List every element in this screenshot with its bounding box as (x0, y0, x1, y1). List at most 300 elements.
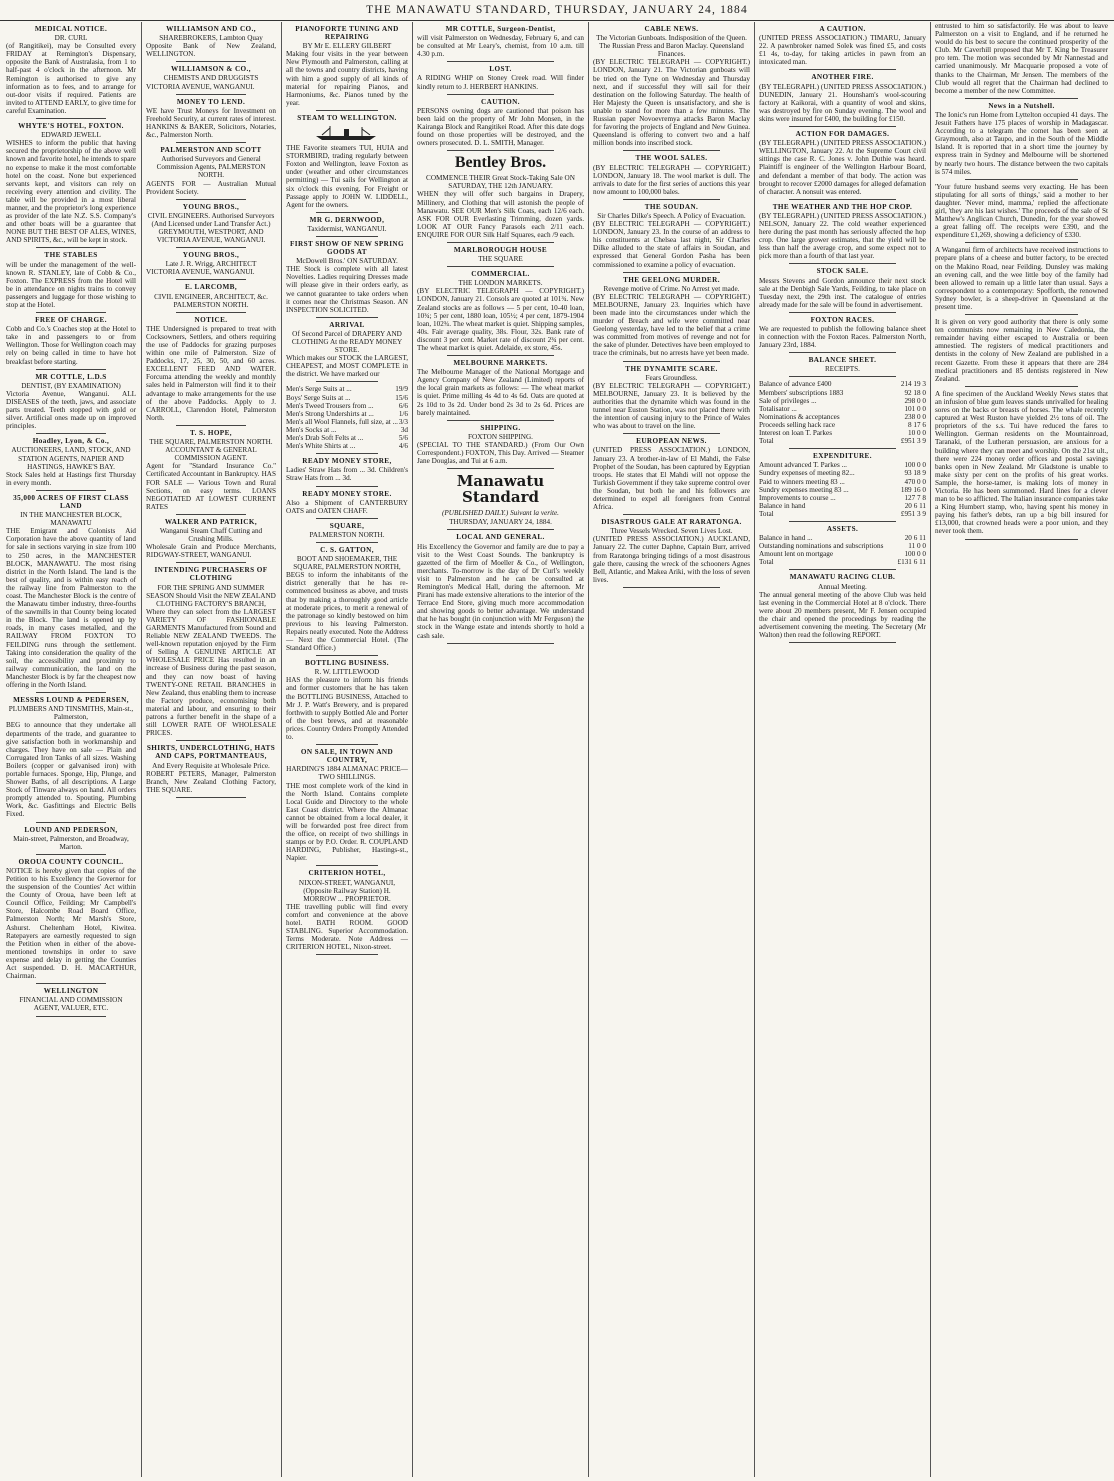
article-heading: THE STABLES (44, 251, 98, 260)
ledger-label: Boys' Serge Suits at ... (286, 393, 351, 402)
article-heading: YOUNG BROS., (182, 202, 240, 211)
ledger-amount: 11 0 0 (908, 542, 926, 551)
article-lead: EDWARD JEWELL (41, 131, 101, 140)
article-item (286, 522, 408, 543)
ledger-row (286, 394, 408, 402)
article-lead: Taxidermist, WANGANUI. (307, 224, 387, 233)
article-heading: MARLBOROUGH HOUSE (453, 245, 548, 254)
article-body: Cobb and Co.'s Coaches stop at the Hotel to take in and passengers to or from Wellington. Those for Wellington coach may rely on being called in time to have hot breakfast before starting. (6, 325, 136, 366)
article-heading: CAUTION. (481, 97, 520, 106)
separator-rule (623, 361, 720, 362)
article-lead: Late J. R. Wrigg, ARCHITECT (165, 260, 257, 269)
article-lead: COMMENCE THEIR Great Stock-Taking Sale ON SATURDAY, THE 12th JANUARY. (426, 174, 575, 191)
ledger-label: Sale of privileges ... (759, 396, 817, 405)
article-item (286, 869, 408, 955)
article-body: (BY ELECTRIC TELEGRAPH — COPYRIGHT.) MELBOURNE, January 23. It is believed by the authorities that the dynamite which was found in the tunnel near Euston Station, was not placed there with the intention of causing injury to the Prince of Wales who was about to travel on the line. (593, 381, 750, 431)
article-heading: ARRIVAL (329, 320, 365, 329)
article-item (759, 130, 926, 200)
separator-rule (36, 1016, 106, 1017)
separator-rule (789, 199, 896, 200)
ledger-label: Men's Strong Undershirts at ... (286, 409, 374, 418)
ledger-amount: 127 7 8 (904, 493, 926, 502)
article-body: It is given on very good authority that there is only some ten communists now remaining in New Caledonia, the remainder having either escaped to Australia or been amnestied. The registers of medical practitioners and dentists in the colony of New Zealand are published in a recent Gazette. From these it appears that there are 284 medical practitioners and 85 dentists registered in New Zealand. (935, 318, 1108, 383)
ledger-amount: 19/9 (395, 385, 408, 394)
ledger-label: Proceeds selling hack race (759, 420, 836, 429)
column-7 (931, 22, 1112, 1477)
article-item (146, 251, 276, 280)
separator-rule (623, 433, 720, 434)
article-item (417, 473, 584, 530)
article-item (759, 316, 926, 353)
article-heading: C. S. GATTON, (320, 545, 374, 554)
ledger-amount: 92 18 0 (904, 388, 926, 397)
article-body: HAS the pleasure to inform his friends and former customers that he has taken the BOTTLING BUSINESS, Attached to Mr J. P. Watt's Brewery, and is prepared forthwith to supply Bottled Ale and Porter of the best brews, and at reasonable prices. Country Orders Promptly Attended to. (286, 676, 408, 742)
article-lead: CIVIL ENGINEERS. Authorised Surveyors (And Licensed under Land Transfer Act.) GREYMOUTH, WESTPORT, AND VICTORIA AVENUE, WANGANUI. (147, 211, 275, 245)
article-body: (BY ELECTRIC TELEGRAPH — COPYRIGHT.) MELBOURNE, January 23. Inquiries which have been made into the circumstances under which the murder of Breach and wife were committed near Geelong yesterday, have led to the belief that a crime was committed from motives of revenge and not for the sake of plunder. Detectives have been employed to trace the criminals, but no arrests have yet been made. (593, 292, 750, 358)
article-lead: CIVIL ENGINEER, ARCHITECT, &c. PALMERSTON NORTH. (154, 292, 268, 309)
advert-banner: Bentley Bros. (454, 154, 547, 172)
article-lead: AUCTIONEERS, LAND, STOCK, AND STATION AGENTS, NAPIER AND HASTINGS, HAWKE'S BAY. (11, 446, 131, 471)
separator-rule (36, 247, 106, 248)
ledger-row (759, 461, 926, 469)
article-heading: DISASTROUS GALE AT RARATONGA. (601, 518, 742, 527)
article-heading: T. S. HOPE, (189, 428, 232, 437)
article-body: Victoria Avenue, Wanganui. ALL DISEASES of the teeth, jaws, and associate parts treated. Teeth stopped with gold or silver. Artificial ones made up on improved principles. (6, 389, 136, 431)
separator-rule (176, 797, 246, 798)
ledger-label: Men's all Wool Flannels, full size, at ... (286, 417, 398, 426)
article-body: (UNITED PRESS ASSOCIATION.) LONDON, January 23. A brother-in-law of El Mahdi, the False Prophet of the Soudan, has been captured by Egyptian troops. He states that El Mahdi will not oppose the Turkish Government if they take supreme control over the Soudan, but both he and his followers are determined to expel all foreigners from Central Africa. (593, 446, 750, 512)
article-heading: THE WEATHER AND THE HOP CROP. (772, 202, 913, 211)
article-item (759, 267, 926, 312)
separator-rule (36, 433, 106, 434)
article-item (935, 183, 1108, 244)
article-heading: FOXTON RACES. (810, 315, 875, 324)
ledger-row (759, 510, 926, 518)
article-heading: STOCK SALE. (816, 267, 869, 276)
ledger-row (759, 478, 926, 486)
article-item (146, 518, 276, 563)
separator-rule (789, 642, 896, 643)
article-heading: EUROPEAN NEWS. (636, 437, 707, 446)
separator-rule (447, 242, 554, 243)
article-body: WE have Trust Moneys for Investment on Freehold Security, at current rates of interest. HANKINS & BAKER, Solicitors, Notaries, &c., Palmerston North. (146, 106, 276, 140)
article-item (146, 744, 276, 798)
article-body: will be under the management of the well-known R. STANLEY, late of Cobb & Co., Foxton. The EXPRESS from the Hotel will be in attendance on nights trains to convey passengers and luggage for those wishing to stop at the Hotel. (6, 260, 136, 309)
ledger-row (759, 421, 926, 429)
separator-rule (447, 61, 554, 62)
article-item (146, 146, 276, 200)
separator-rule (36, 983, 106, 984)
ledger-amount: 8 17 6 (908, 420, 926, 429)
article-item (286, 216, 408, 237)
separator-rule (36, 822, 106, 823)
article-body: (BY TELEGRAPH.) (UNITED PRESS ASSOCIATION.) WELLINGTON, January 22. At the Supreme Court civil sittings the case R. C. Jones v. John Duthie was heard. Plaintiff is engineer of the Wellington Harbour Board, and defendant a member of that body. The action was brought to recover £2000 damages for alleged defamation of character. A nonsuit was entered. (759, 139, 926, 196)
ledger-label: Amount lent on mortgage (759, 550, 834, 559)
article-lead: RECEIPTS. (825, 365, 860, 374)
ledger-amount: 4/6 (398, 442, 408, 451)
ledger-row (759, 413, 926, 421)
article-heading: THE DYNAMITE SCARE. (625, 364, 718, 373)
separator-rule (176, 312, 246, 313)
article-body: A Wanganui firm of architects have received instructions to prepare plans of a cheese and butter factory, to be erected on the Makino Road, near Feilding. Dunsley was making an evening call, and the wee little boy of the family had been allowed to remain up a little later than usual. Says a correspondent to a contemporary: Spofforth, the renowned Sydney bowler, is a sheep-driver in Queensland at the present time. (935, 246, 1108, 311)
article-heading: THE SOUDAN. (644, 202, 699, 211)
article-body: (UNITED PRESS ASSOCIATION.) AUCKLAND, January 22. The cutter Daphne, Captain Burr, arrived from Raratonga bringing tidings of a most disastrous gale there, causing the wreck of the schooners Agnes Bell, Atlantic, and Makea Ariki, with the loss of seven lives. (593, 535, 750, 584)
ledger-amount: 238 0 0 (904, 412, 926, 421)
ledger-amount: £131 6 11 (897, 558, 926, 567)
separator-rule (623, 150, 720, 151)
article-item (593, 365, 750, 435)
article-item (759, 356, 926, 377)
article-item (286, 490, 408, 519)
separator-rule (176, 425, 246, 426)
ledger-row (759, 558, 926, 566)
ledger-row (759, 380, 926, 388)
article-item (593, 518, 750, 588)
article-body: AGENTS FOR — Australian Mutual Provident Society. (146, 179, 276, 196)
separator-rule (789, 312, 896, 313)
article-lead: FOR THE SPRING AND SUMMER SEASON Should Visit the NEW ZEALAND CLOTHING FACTORY'S BRANCH, (146, 583, 276, 608)
article-body: ROBERT PETERS, Manager, Palmerston Branch, New Zealand Clothing Factory, THE SQUARE. (146, 769, 276, 794)
separator-rule (447, 150, 554, 151)
ledger-label: Outstanding nominations and subscriptions (759, 542, 884, 551)
separator-rule (447, 266, 554, 267)
article-lead: BOOT AND SHOEMAKER, THE SQUARE, PALMERSTON NORTH, (293, 555, 401, 572)
article-heading: LOCAL AND GENERAL. (456, 533, 545, 542)
article-item (6, 987, 136, 1016)
ledger-label: Balance in hand (759, 501, 806, 510)
ledger-row (759, 397, 926, 405)
article-body: WHEN they will offer such bargains in Drapery, Millinery, and Clothing that will astonish the people of Manawatu. SEE OUR Men's Silk Coats, each 12/6 each. ASK FOR OUR Everlasting Trimming, dozen yards. LOOK AT OUR Fancy Parasols each 2/11 each. ENQUIRE FOR OUR Silk Half Squares, each /9 each. (417, 190, 584, 239)
ledger-label: Improvements to course ... (759, 493, 836, 502)
article-heading: INTENDING PURCHASERS OF CLOTHING (154, 566, 268, 583)
article-heading: PIANOFORTE TUNING AND REPAIRING (295, 25, 399, 42)
ledger-amount: 1/6 (398, 409, 408, 418)
ledger-row (759, 389, 926, 397)
ledger-label: Men's Drab Soft Felts at ... (286, 434, 364, 443)
separator-rule (316, 453, 378, 454)
article-item (759, 452, 926, 522)
article-item (6, 316, 136, 370)
article-body: THE Stock is complete with all latest Novelties. Ladies requiring Dresses made will please give in their orders early, as we cannot guarantee to take orders when it comes near the Christmas Season. AN INSPECTION SOLICITED. (286, 265, 408, 314)
article-body: (BY ELECTRIC TELEGRAPH — COPYRIGHT.) LONDON, January 18. The wool market is dull. The arrivals to date for the first series of auctions this year now amount to 100,000 bales. (593, 163, 750, 196)
article-item (759, 25, 926, 70)
ledger-amount: 214 19 3 (900, 380, 926, 389)
article-lead: Revenge motive of Crime. No Arrest yet made. (603, 284, 740, 293)
ledger-row (759, 469, 926, 477)
article-heading: Hoadley, Lyon, & Co., (32, 437, 110, 446)
article-body: NOTICE is hereby given that copies of the Petition to his Excellency the Governor for the suspension of the Counties' Act within the County of Oroua, have been left at Council Office, Feilding; Mr Campbell's Store, Halcombe Road Board Office, Palmerston North; Mr Marsh's Store, Ashurst. Cheltenham Hotel, Kiwitea. Ratepayers are earnestly requested to sign the Petition when in either of the above-mentioned townships in order to save expense and delay in getting the Counties Act suspended. D. H. MACARTHUR, Chairman. (6, 866, 136, 981)
article-heading: PALMERSTON AND SCOTT (160, 146, 262, 155)
ledger-label: Sundry expenses of meeting 82... (759, 469, 855, 478)
ledger-row (286, 442, 408, 450)
article-lead: Fears Groundless. (645, 373, 698, 382)
article-item (286, 25, 408, 111)
ledger-label: Men's White Shirts at ... (286, 442, 356, 451)
article-lead: THURSDAY, JANUARY 24, 1884. (449, 518, 552, 527)
separator-rule (36, 490, 106, 491)
article-body: His Excellency the Governor and family are due to pay a visit to the West Coast Sounds. The bankruptcy is gazetted of the firm of Moeller & Co., of Wellington, merchants. To-morrow is the day of Dr Curl's weekly visit to Palmerston and he can be consulted at Remington's Medical Hall, during the afternoon. Mr Pirani has made extensive alterations to the interior of the Terrace End Store, giving much more accommodation and showing goods to better advantage. We understand that he has bought (in conjunction with Mr Ferguson) the stock in the Wange estate and intends shortly to hold a cash sale. (417, 542, 584, 640)
separator-rule (623, 199, 720, 200)
ledger-row (759, 550, 926, 558)
article-heading: SHIPPING. (480, 423, 521, 432)
separator-rule (316, 518, 378, 519)
article-lead: FINANCIAL AND COMMISSION AGENT, VALUER, ETC. (19, 996, 123, 1013)
ledger-row (286, 402, 408, 410)
ledger-row (759, 502, 926, 510)
ledger-amount: 10 0 0 (908, 429, 926, 438)
article-item (935, 102, 1108, 180)
masthead: THE MANAWATU STANDARD, THURSDAY, JANUARY 24, 1884 (0, 0, 1114, 21)
article-heading: E. LARCOMB, (184, 283, 238, 292)
separator-rule (447, 529, 554, 530)
ledger-amount: 20 6 11 (904, 501, 926, 510)
separator-rule (965, 314, 1078, 315)
article-item (286, 385, 408, 454)
article-item (146, 98, 276, 143)
newspaper-nameplate: Manawatu Standard (456, 472, 545, 507)
article-heading: MANAWATU RACING CLUB. (789, 573, 896, 582)
article-body: VICTORIA AVENUE, WANGANUI. (146, 268, 255, 277)
separator-rule (176, 247, 246, 248)
article-body: 'Your future husband seems very exacting. He has been stipulating for all sorts of things,' said a mother to her daughter. 'Never mind, mamma,' replied the affectionate girl, 'they are his last wishes.' The proceeds of the sale of St Matthew's Anglican Church, Dunedin, for the year showed a great falling off. The receipts were £390, and the expenditure £1,269, showing a deficiency of £330. (935, 182, 1108, 240)
article-heading: MESSRS LOUND & PEDERSEN, (13, 696, 129, 705)
article-lead: Three Vessels Wrecked. Seven Lives Lost. (610, 527, 733, 536)
ledger-row (759, 494, 926, 502)
article-body: Agent for "Standard Insurance Co." Certificated Accountant in Bankruptcy. HAS FOR SALE — Various Town and Rural Sections, on easy terms. LOANS NEGOTIATED AT LOWEST CURRENT RATES (146, 462, 276, 511)
article-item (759, 525, 926, 570)
article-item (417, 154, 584, 243)
article-item (286, 240, 408, 318)
article-item (6, 122, 136, 248)
article-heading: MR COTTLE, L.D.S (35, 372, 107, 381)
separator-rule (176, 94, 246, 95)
ledger-row (759, 437, 926, 445)
article-lead: HARDING'S 1884 ALMANAC PRICE—TWO SHILLINGS. (286, 765, 408, 782)
article-heading: SHIRTS, UNDERCLOTHING, HATS AND CAPS, PORTMANTEAUS, (146, 744, 276, 761)
separator-rule (789, 448, 896, 449)
column-3 (282, 22, 412, 1477)
article-item (146, 566, 276, 741)
article-body: Stock Sales held at Hastings first Thursday in every month. (6, 470, 136, 487)
article-heading: THE GEELONG MURDER. (623, 275, 720, 284)
column-1 (2, 22, 140, 1477)
separator-rule (789, 569, 896, 570)
article-item (146, 203, 276, 248)
ledger-amount: 100 0 0 (904, 461, 926, 470)
ledger-label: Nominations & acceptances (759, 412, 840, 421)
article-heading: MEDICAL NOTICE. (34, 25, 108, 33)
article-body: (BY TELEGRAPH.) (UNITED PRESS ASSOCIATION.) DUNEDIN, January 21. Hounsham's wool-scouring factory at Kaikorai, with a quantity of wool and skins, was destroyed by fire on Sunday evening. The wool and skins were insured for £400, the building for £150. (759, 82, 926, 123)
article-item (286, 114, 408, 213)
article-item (286, 546, 408, 656)
separator-rule (176, 199, 246, 200)
separator-rule (965, 98, 1078, 99)
article-body: We are requested to publish the following balance sheet in connection with the Foxton Races. Palmerston North, January 23rd, 1884. (759, 325, 926, 350)
article-body: THE most complete work of the kind in the North Island. Contains complete Local Guide and Directory to the whole East Coast district. Where the Almanac cannot be obtained from a local dealer, it will be forwarded post free direct from the office, on receipt of two shillings in stamps or by P.O. Order. R. COUPLAND HARDING, Publisher, Hastings-st., Napier. (286, 781, 408, 863)
article-lead: THE SQUARE (478, 255, 523, 264)
article-item (6, 251, 136, 313)
separator-rule (36, 118, 106, 119)
separator-rule (316, 542, 378, 543)
article-body: (SPECIAL TO THE STANDARD.) (From Our Own Correspondent.) FOXTON, This Day. Arrived — Steamer Jane Douglas, and Tui at 6 a.m. (417, 440, 584, 466)
separator-rule (447, 355, 554, 356)
article-subheading: (PUBLISHED DAILY.) Suivant la verite. (442, 509, 559, 518)
article-heading: READY MONEY STORE, (302, 457, 392, 466)
article-lead: THE SQUARE, PALMERSTON NORTH. ACCOUNTANT & GENERAL COMMISSION AGENT. (149, 438, 273, 463)
article-item (6, 826, 136, 855)
separator-rule (623, 587, 720, 588)
article-heading: LOST. (489, 65, 512, 74)
article-item (417, 98, 584, 152)
separator-rule (36, 854, 106, 855)
article-lead: McDowell Bros.' ON SATURDAY. (296, 257, 398, 266)
separator-rule (316, 317, 378, 318)
article-lead: Annual Meeting. (818, 582, 867, 591)
article-heading: WILLIAMSON & CO., (171, 65, 251, 74)
separator-rule (623, 272, 720, 273)
article-item (593, 437, 750, 515)
separator-rule (447, 643, 554, 644)
article-heading: LOUND AND PEDERSON, (24, 825, 118, 834)
column-2 (142, 22, 280, 1477)
article-item (286, 659, 408, 745)
separator-rule (789, 376, 896, 377)
article-item (417, 25, 584, 62)
article-heading: NOTICE. (194, 315, 228, 324)
article-lead: PLUMBERS AND TINSMITHS, Main-st., Palmerston, (8, 705, 134, 722)
separator-rule (176, 740, 246, 741)
column-5 (589, 22, 754, 1477)
ledger-label: Sundry expenses meeting 83 ... (759, 485, 849, 494)
ledger-row (286, 434, 408, 442)
ledger-amount: 15/6 (395, 393, 408, 402)
article-heading: FIRST SHOW OF NEW SPRING GOODS AT (290, 239, 404, 257)
ledger-label: Men's Socks at ... (286, 425, 337, 434)
article-body: (BY ELECTRIC TELEGRAPH — COPYRIGHT.) LONDON, January 23. In the course of an address to his constituents at Chelsea last night, Sir Charles Dilke alluded to the state of affairs in Soudan, and expressed that General Gordon Pasha has been commissioned to examine a policy of evacuation. (593, 220, 750, 269)
article-item (286, 321, 408, 383)
separator-rule (447, 420, 554, 421)
article-item (759, 573, 926, 643)
ledger-label: Men's Tweed Trousers from ... (286, 401, 374, 410)
article-heading: STEAM TO WELLINGTON. (297, 113, 397, 122)
ledger-row (286, 426, 408, 434)
article-body: Wholesale Grain and Produce Merchants, RIDGWAY-STREET, WANGANUI. (146, 543, 276, 560)
article-lead: Wanganui Steam Chaff Cutting and Crushing Mills. (159, 526, 263, 544)
ledger-row (286, 410, 408, 418)
article-item (593, 276, 750, 362)
ledger-label: Total (759, 509, 774, 518)
article-heading: BOTTLING BUSINESS. (305, 659, 389, 668)
ledger-label: Members' subscriptions 1883 (759, 388, 844, 397)
article-item (6, 437, 136, 491)
ledger-amount: 298 0 0 (904, 396, 926, 405)
ledger-row (286, 385, 408, 393)
article-body: Making four visits in the year between New Plymouth and Palmerston, calling at all the towns and country districts, having with him a good supply of all kinds of material for repairing Pianos, and Harmoniums, &c. Pianos tuned by the year. (286, 50, 408, 107)
article-heading: MONEY TO LEND. (176, 97, 246, 106)
article-heading: WILLIAMSON AND CO., (166, 25, 256, 33)
separator-rule (789, 521, 896, 522)
separator-rule (447, 468, 554, 469)
ledger-label: Men's Serge Suits at ... (286, 385, 352, 394)
separator-rule (36, 692, 106, 693)
article-body: PERSONS owning dogs are cautioned that poison has been laid on the property of Mr John Monsen, in the Kairanga Block and Rangitikei Road. After this date dogs found on those properties will be destroyed, and the owners prosecuted. D. L. SMITH, Manager. (417, 106, 584, 148)
article-body: WISHES to inform the public that having secured the proprietorship of the above well known and favorite hotel, he intends to spare no expense to make it the most comfortable hotel on the coast. None but experienced servants kept, and visitors can rely on receiving every attention and civility. The table will be provided in a most liberal manner, and the proprietor's long experience as provider of the late N.Z. S.S. Company's and other boats will be a guarantee that NONE BUT THE BEST OF ALES, WINES, AND SPIRITS, &c., will be kept in stock. (6, 139, 136, 245)
separator-rule (316, 486, 378, 487)
article-heading: MR COTTLE, Surgeon-Dentist, (445, 25, 556, 33)
separator-rule (623, 514, 720, 515)
article-item (935, 318, 1108, 387)
article-body: will visit Palmerston on Wednesday, February 6, and can be consulted at Mr Leary's, chemist, from 10 a.m. till 4.30 p.m. (417, 34, 584, 59)
separator-rule (36, 369, 106, 370)
separator-rule (789, 126, 896, 127)
separator-rule (316, 744, 378, 745)
article-heading: FREE OF CHARGE. (35, 316, 107, 325)
article-item (759, 73, 926, 127)
article-item (935, 390, 1108, 540)
article-lead: R. W. LITTLEWOOD (314, 668, 380, 677)
article-item (6, 494, 136, 693)
ledger-amount: 93 18 9 (904, 469, 926, 478)
ledger-label: Balance in hand ... (759, 534, 813, 543)
article-heading: News in a Nutshell. (988, 101, 1055, 110)
article-body: entrusted to him so satisfactorily. He was about to leave Palmerston on a visit to England, and if he returned he would do his best to secure the continued prosperity of the Club. Mr Caverhill proposed that Mr T. King be Treasurer pro tem. The motion was seconded by Mr Nannestad and carried unanimously. Mr Macquarie proposed a vote of thanks to the Chairman, Mr Jensen. The members of the Club would all regret that the Chairman had declined to become a member of the new Committee. (935, 22, 1108, 95)
article-body: (of Rangitikei), may be Consulted every FRIDAY at Remington's Dispensary, opposite the Bank of Australasia, from 1 to half-past 4 o'clock in the afternoon. Mr Remington is authorised to give any information as to fees, and to arrange for out-door visits if required. Patients are invited to ATTEND EARLY, to give time for careful Examination. (6, 42, 136, 115)
ledger-amount: 6/6 (398, 401, 408, 410)
ledger-label: Balance of advance £400 (759, 380, 832, 389)
separator-rule (36, 312, 106, 313)
separator-rule (176, 562, 246, 563)
separator-rule (176, 142, 246, 143)
article-lead: FOXTON SHIPPING. (468, 432, 533, 441)
article-lead: DR. CURL (54, 34, 88, 43)
article-item (146, 283, 276, 312)
article-item (146, 316, 276, 426)
ledger-label: Total (759, 558, 774, 567)
article-item (417, 246, 584, 267)
article-item (417, 359, 584, 421)
article-lead: NIXON-STREET, WANGANUI, (Opposite Railway Station) H. MORROW ... PROPRIETOR. (298, 878, 396, 903)
article-item (146, 25, 276, 62)
article-lead: Of Second Parcel of DRAPERY AND CLOTHING At the READY MONEY STORE. (291, 329, 403, 355)
article-body: Ladies' Straw Hats from ... 3d. Children's Straw Hats from ... 3d. (286, 466, 408, 483)
article-body: (BY ELECTRIC TELEGRAPH — COPYRIGHT.) LONDON, January 21. Consols are quoted at 101¾. New Zealand stocks are as follows — 5 per cent, 10-40 loan, 10¾; 5 per cent, 1880 loan, 105½; 4 per cent, 1879-1904 loan, 102¾. The wheat market is quiet. Shipping samples, 40s. Fair average quality, 38s. Flour, 32s. Bank rate of discount 3 per cent. Market rate of discount 2¾ per cent. The wheat market is quiet. Adelaide, ex store, 45s. (417, 287, 584, 352)
ledger-label: Amount advanced T. Parkes ... (759, 461, 847, 470)
ledger-row (759, 542, 926, 550)
article-item (935, 246, 1108, 315)
ledger-amount: £951 3 9 (900, 437, 926, 446)
article-item (593, 25, 750, 151)
article-body: The Melbourne Manager of the National Mortgage and Agency Company of New Zealand (Limited) reports of the local grain markets as follows: — The wheat market is quiet. Prime milling 4s 4d to 4s 6d. Oats are quoted at 2s 10d to 3s 2d. Under bond 2s 3d to 2s 6d. Prices are barely maintained. (417, 368, 584, 417)
article-item (935, 22, 1108, 99)
article-lead: THE LONDON MARKETS. (458, 279, 543, 288)
separator-rule (965, 179, 1078, 180)
separator-rule (316, 954, 378, 955)
separator-rule (316, 212, 378, 213)
article-item (759, 203, 926, 265)
separator-rule (316, 381, 378, 382)
article-item (146, 429, 276, 515)
column-4 (413, 22, 588, 1477)
article-item (417, 65, 584, 94)
article-heading: THE WOOL SALES. (635, 154, 708, 163)
article-heading: WALKER AND PATRICK, (164, 517, 258, 526)
ledger-row (759, 486, 926, 494)
ledger-amount: 101 0 0 (904, 404, 926, 413)
article-heading: OROUA COUNTY COUNCIL. (18, 857, 124, 866)
separator-rule (789, 263, 896, 264)
article-lead: Main-street, Palmerston, and Broadway, Marton. (13, 834, 129, 851)
article-lead: BY Mr E. ELLERY GILBERT (302, 42, 392, 51)
